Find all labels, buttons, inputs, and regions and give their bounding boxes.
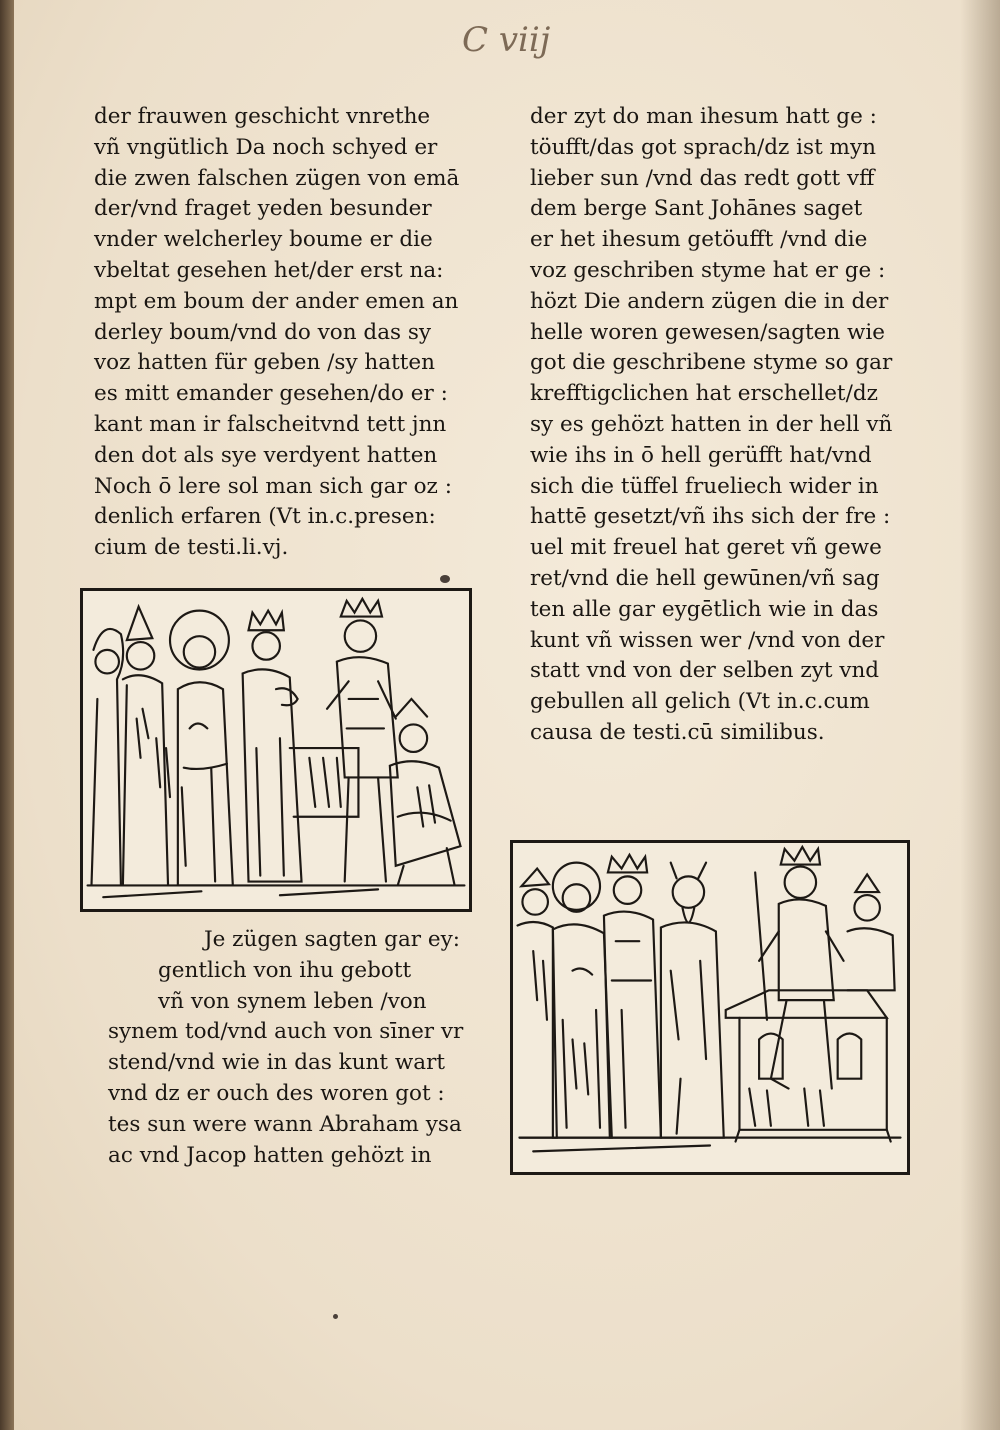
text-line: ac vnd Jacop hatten gehözt in bbox=[108, 1142, 432, 1168]
text-line: hattē gesetzt/vñ ihs sich der fre : bbox=[530, 504, 891, 530]
text-line: der/vnd fraget yeden besunder bbox=[94, 196, 432, 222]
ink-speck bbox=[333, 1314, 338, 1319]
text-line: vñ von synem leben /von bbox=[158, 988, 427, 1014]
woodcut-figures-drawing bbox=[513, 843, 907, 1172]
text-line: causa de testi.cū similibus. bbox=[530, 719, 825, 745]
woodcut-illustration-enthroned-king bbox=[510, 840, 910, 1175]
text-line: sy es gehözt hatten in der hell vñ bbox=[530, 411, 893, 437]
text-line: lieber sun /vnd das redt gott vff bbox=[530, 165, 875, 191]
folio-number: C viij bbox=[462, 20, 551, 60]
text-line: helle woren gewesen/sagten wie bbox=[530, 319, 886, 345]
right-text-column bbox=[530, 102, 892, 749]
text-line: synem tod/vnd auch von sīner vr bbox=[108, 1019, 464, 1045]
bottom-left-text-column bbox=[108, 925, 463, 1171]
text-line: dem berge Sant Johānes saget bbox=[530, 196, 863, 222]
text-line: kant man ir falscheitvnd tett jnn bbox=[94, 411, 447, 437]
text-line: es mitt emander gesehen/do er : bbox=[94, 381, 448, 407]
text-line: töufft/das got sprach/dz ist myn bbox=[530, 134, 876, 160]
text-line: vnder welcherley boume er die bbox=[94, 227, 433, 253]
text-line: hözt Die andern zügen die in der bbox=[530, 288, 889, 314]
text-line: denlich erfaren (Vt in.c.presen: bbox=[94, 504, 436, 530]
text-line: tes sun were wann Abraham ysa bbox=[108, 1111, 462, 1137]
text-line: derley boum/vnd do von das sy bbox=[94, 319, 432, 345]
page-edge-shadow bbox=[960, 0, 1000, 1430]
text-line: voz hatten für geben /sy hatten bbox=[94, 350, 435, 376]
text-line: der frauwen geschicht vnrethe bbox=[94, 104, 431, 129]
text-line: statt vnd von der selben zyt vnd bbox=[530, 658, 880, 684]
text-line: krefftigclichen hat erschellet/dz bbox=[530, 381, 878, 407]
text-line: den dot als sye verdyent hatten bbox=[94, 442, 438, 468]
text-line: Je zügen sagten gar ey: bbox=[204, 927, 460, 952]
text-line: kunt vñ wissen wer /vnd von der bbox=[530, 627, 885, 653]
text-line: uel mit freuel hat geret vñ gewe bbox=[530, 535, 882, 561]
text-line: vbeltat gesehen het/der erst na: bbox=[94, 257, 444, 283]
woodcut-illustration-judgment bbox=[80, 588, 472, 912]
ink-speck bbox=[440, 575, 450, 583]
text-line: Noch ō lere sol man sich gar oz : bbox=[94, 473, 452, 499]
text-line: voz geschriben styme hat er ge : bbox=[530, 257, 886, 283]
text-line: er het ihesum getöufft /vnd die bbox=[530, 227, 868, 253]
text-line: sich die tüffel frueliech wider in bbox=[530, 473, 879, 499]
left-text-column bbox=[94, 102, 459, 564]
text-line: wie ihs in ō hell gerüfft hat/vnd bbox=[530, 442, 872, 468]
text-line: der zyt do man ihesum hatt ge : bbox=[530, 104, 877, 129]
text-line: got die geschribene styme so gar bbox=[530, 350, 893, 376]
text-line: gentlich von ihu gebott bbox=[158, 957, 412, 983]
woodcut-figures-drawing bbox=[83, 591, 469, 909]
text-line: cium de testi.li.vj. bbox=[94, 535, 289, 561]
text-line: gebullen all gelich (Vt in.c.cum bbox=[530, 689, 870, 715]
text-line: mpt em boum der ander emen an bbox=[94, 288, 459, 314]
text-line: stend/vnd wie in das kunt wart bbox=[108, 1050, 446, 1076]
text-line: ten alle gar eygētlich wie in das bbox=[530, 596, 879, 622]
text-line: die zwen falschen zügen von emā bbox=[94, 165, 460, 191]
text-line: vñ vngütlich Da noch schyed er bbox=[94, 134, 438, 160]
text-line: ret/vnd die hell gewūnen/vñ sag bbox=[530, 565, 880, 591]
book-gutter-edge bbox=[0, 0, 14, 1430]
text-line: vnd dz er ouch des woren got : bbox=[108, 1080, 445, 1106]
